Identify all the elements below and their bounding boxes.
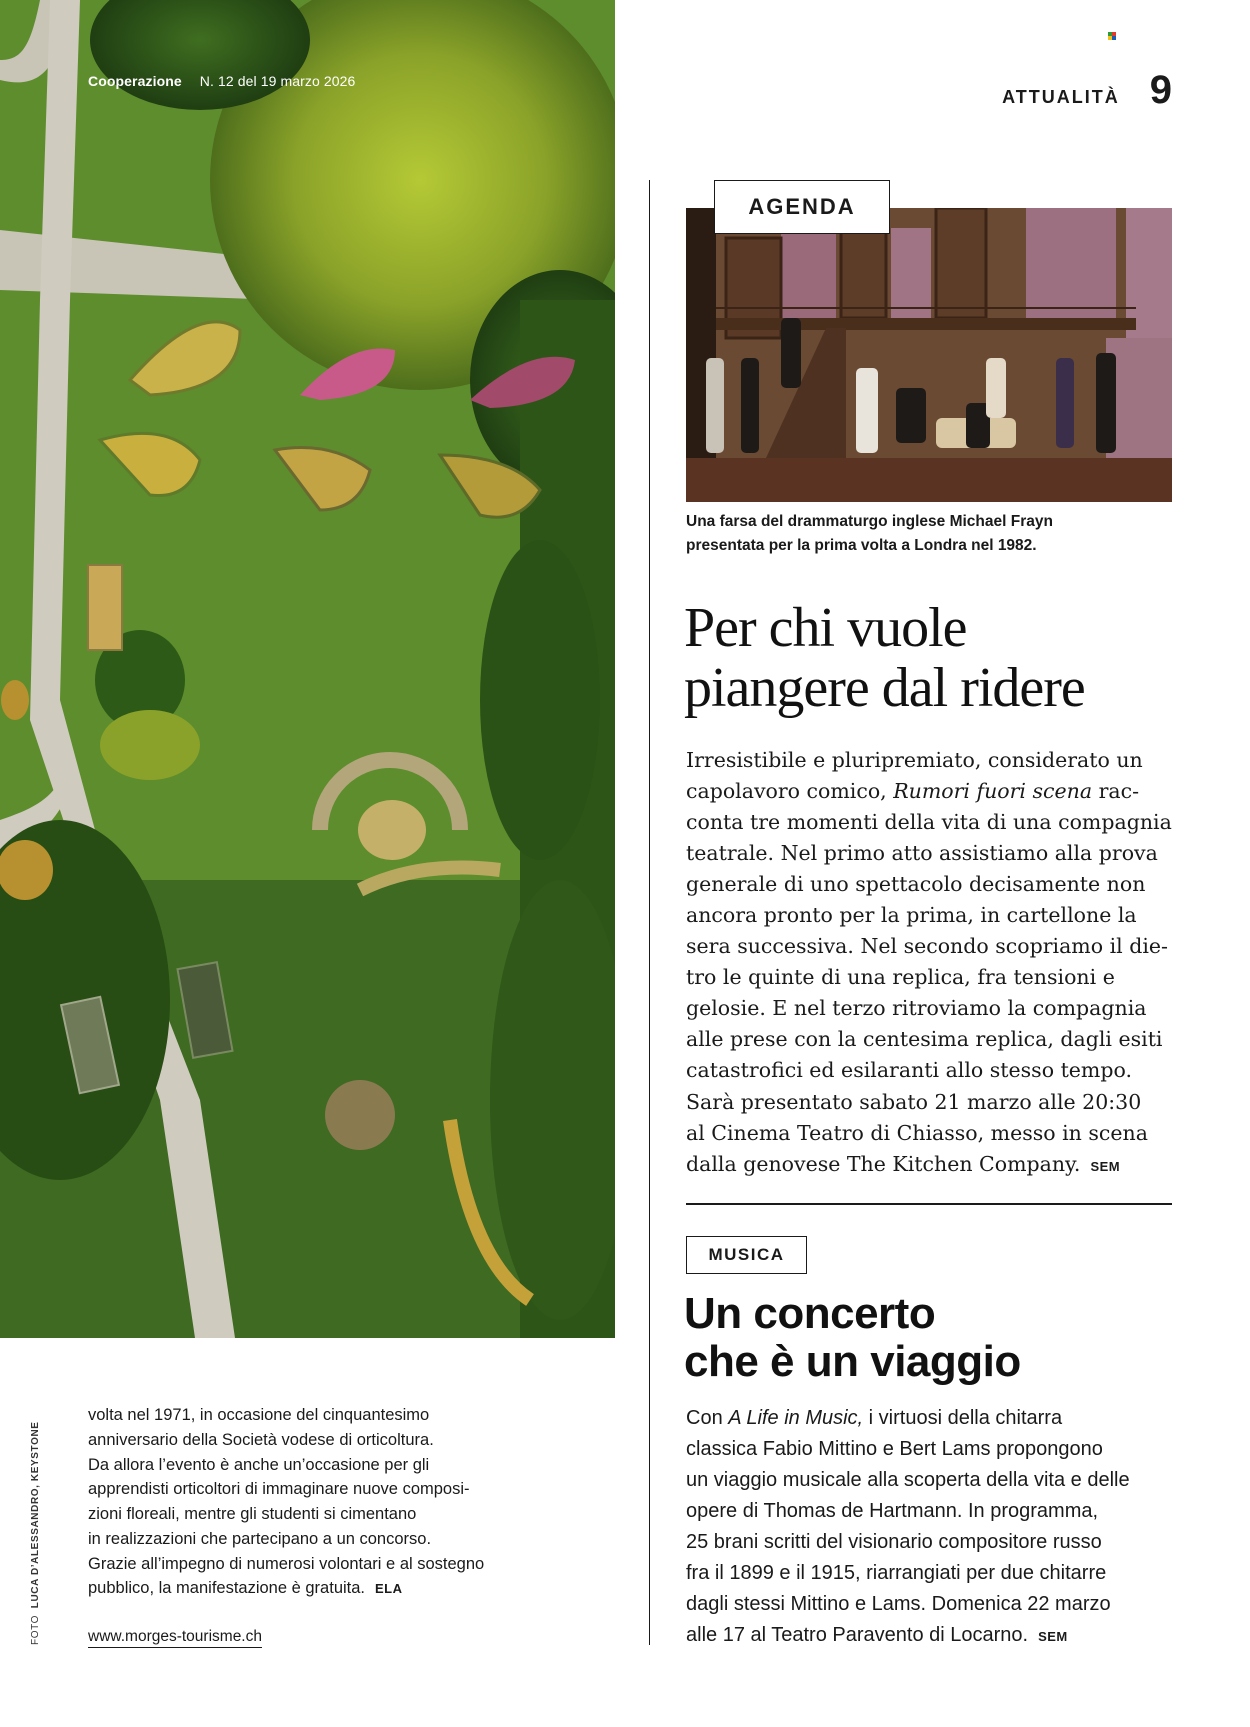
body-line: un viaggio musicale alla scoperta della vita e delle: [686, 1469, 1130, 1491]
musica-body: [686, 1403, 1172, 1651]
body-line: Irresistibile e pluripremiato, considerato un: [686, 748, 1143, 772]
body-line: teatrale. Nel primo atto assistiamo alla prova: [686, 841, 1158, 866]
section-header: [1002, 70, 1172, 110]
author-signature: SEM: [1090, 1158, 1121, 1174]
body-line: classica Fabio Mittino e Bert Lams propongono: [686, 1438, 1103, 1460]
headline-line: Per chi vuole: [684, 597, 967, 659]
masthead: [88, 73, 355, 89]
body-text: dalla genovese The Kitchen Company.: [686, 1151, 1081, 1176]
body-text: alle 17 al Teatro Paravento di Locarno.: [686, 1624, 1029, 1646]
body-line: Da allora l’evento è anche un’occasione per gli: [88, 1455, 430, 1474]
agenda-body: [686, 745, 1172, 1180]
masthead-brand: Cooperazione: [88, 73, 182, 89]
body-line: dagli stessi Mittino e Lams. Domenica 22 marzo: [686, 1593, 1111, 1615]
body-line: Sarà presentato sabato 21 marzo alle 20:30: [686, 1089, 1142, 1114]
masthead-issue: N. 12 del 19 marzo 2026: [199, 73, 356, 89]
photo-credit: [30, 1421, 41, 1645]
musica-headline: [684, 1290, 1204, 1385]
body-line: generale di uno spettacolo decisamente non: [686, 872, 1146, 897]
body-line: in realizzazioni che partecipano a un concorso.: [88, 1529, 432, 1548]
column-divider: [649, 180, 650, 1645]
caption-line: Una farsa del drammaturgo inglese Michael Frayn: [686, 513, 1053, 530]
body-line: catastrofici ed esilaranti allo stesso tempo.: [686, 1058, 1132, 1083]
headline-line: piangere dal ridere: [684, 657, 1085, 720]
body-text: i virtuosi della chitarra: [863, 1407, 1063, 1429]
body-line: Grazie all’impegno di numerosi volontari e al sostegno: [88, 1554, 485, 1573]
body-line: 25 brani scritti del visionario compositore russo: [686, 1531, 1102, 1553]
body-text: Con: [686, 1407, 729, 1429]
photo-caption: [686, 510, 1172, 558]
left-article-body: [88, 1403, 548, 1601]
body-line: [686, 1403, 1172, 1434]
park-aerial-photo: [0, 0, 615, 1338]
author-signature: SEM: [1038, 1629, 1068, 1644]
body-line: gelosie. E nel terzo ritroviamo la compagnia: [686, 996, 1147, 1021]
body-line: volta nel 1971, in occasione del cinquantesimo: [88, 1406, 430, 1424]
musica-label: MUSICA: [686, 1236, 807, 1274]
body-line: fra il 1899 e il 1915, riarrangiati per due chitarre: [686, 1562, 1107, 1584]
section-name: ATTUALITÀ: [1002, 87, 1120, 107]
agenda-label: AGENDA: [714, 180, 890, 234]
body-line: [88, 1576, 548, 1601]
body-line: alle prese con la centesima replica, dagli esiti: [686, 1027, 1163, 1052]
body-line: apprendisti orticoltori di immaginare nuove composi-: [88, 1480, 470, 1499]
body-line: [686, 1149, 1172, 1180]
concert-title: A Life in Music,: [728, 1407, 864, 1429]
body-line: tro le quinte di una replica, fra tensioni e: [686, 965, 1115, 990]
body-line: anniversario della Società vodese di orticoltura.: [88, 1430, 434, 1449]
body-line: conta tre momenti della vita di una compagnia: [686, 810, 1172, 835]
body-line: [686, 776, 1172, 807]
tourism-website-link[interactable]: www.morges-tourisme.ch: [88, 1628, 262, 1648]
author-signature: ELA: [375, 1581, 403, 1597]
headline-line: che è un viaggio: [684, 1336, 1021, 1386]
body-text: pubblico, la manifestazione è gratuita.: [88, 1579, 366, 1598]
body-line: sera successiva. Nel secondo scopriamo il die-: [686, 934, 1168, 959]
agenda-headline: [684, 598, 1184, 719]
caption-line: presentata per la prima volta a Londra nel 1982.: [686, 537, 1037, 555]
body-line: opere di Thomas de Hartmann. In programma,: [686, 1500, 1099, 1522]
page-number: 9: [1149, 68, 1172, 112]
article-divider: [686, 1203, 1172, 1205]
body-text: capolavoro comico,: [686, 779, 894, 804]
body-line: zioni floreali, mentre gli studenti si cimentano: [88, 1505, 417, 1523]
body-line: ancora pronto per la prima, in cartellone la: [686, 903, 1137, 928]
print-color-mark: [1108, 32, 1116, 40]
credit-names: LUCA D’ALESSANDRO, KEYSTONE: [30, 1421, 41, 1609]
body-line: [686, 1620, 1172, 1651]
body-text: rac-: [1092, 779, 1140, 804]
headline-line: Un concerto: [684, 1289, 936, 1338]
theatre-stage-photo: [686, 208, 1172, 502]
show-title: Rumori fuori scena: [893, 779, 1093, 804]
credit-prefix: FOTO: [30, 1615, 41, 1645]
body-line: al Cinema Teatro di Chiasso, messo in scena: [686, 1120, 1148, 1145]
